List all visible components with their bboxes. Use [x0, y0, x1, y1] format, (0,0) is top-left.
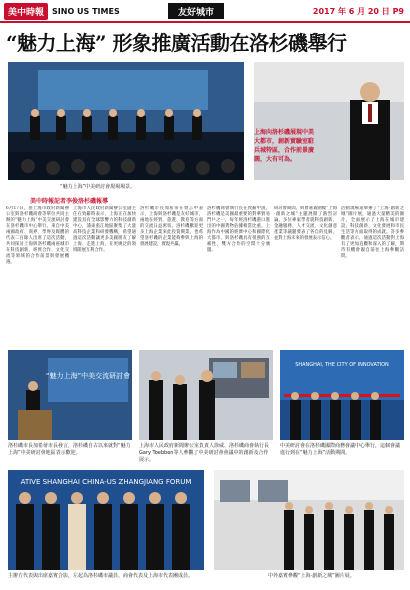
article-column: 洛杉磯市長加希蒂在發言中表示，上海與洛杉磯是友好城市，兩地在經貿、旅遊、教育等方面的交流日益密切。洛杉磯歡迎更多上海企業來此投資興業，也希望洛杉磯的企業能夠參與上海的發展建設，實現共贏。	[140, 206, 203, 247]
masthead-rule	[0, 21, 410, 23]
mid-left-caption: 洛杉磯市長加希蒂市長發言，洛杉磯自古以來就對“魅力上海”中美研討會地區表示歡迎。	[8, 443, 131, 456]
headline: “魅力上海” 形象推廣活動在洛杉磯舉行	[6, 31, 347, 55]
mid-right-photo-ribbon	[280, 350, 404, 440]
newspaper-logo: 美中時報	[4, 3, 48, 20]
top-photo-caption: “魅力上海”中美研討會現場場景。	[60, 184, 136, 190]
article-column: 洛杉磯商會執行長在致辭中說，洛杉磯是美國最重要的對華貿易門戶之一，每年經洛杉磯港口進出的中國貨物佔據相當比重。上海作為中國的經濟中心和國際化大都市，與洛杉磯具有很強的互補性，雙方合作的空間十分廣闊。	[207, 206, 270, 253]
article-column: 6月17日，由上海市政府新聞辦公室與洛杉磯商會等單位共同主辦的“魅力上海”中美交流研討會在洛杉磯市中心舉行。來自中美兩國政府、商界、學界及媒體的代表二百餘人出席了這次活動，共同探討上海與洛杉磯兩座城市在科技創新、經貿合作、文化交流等領域的合作前景與發展機遇。	[6, 206, 69, 265]
article-byline: 美中時報記者李俊洛杉磯報導	[30, 198, 109, 205]
top-photo-panel-discussion	[8, 62, 244, 180]
bottom-right-photo-gallery	[214, 470, 404, 570]
article-column: 研討會期間，與會嘉賓圍繞“上海·創新之城”主題展開了熱烈討論。多位專家學者就科技創新、金融服務、人才交流、文化創意產業等議題發表了各自的見解，並對上海未來的發展表示信心。	[274, 206, 337, 241]
article-column: 上海市人民政府新聞辦公室副主任在致辭時表示，上海正在加快建設具有全球影響力的科技創新中心，浦東張江地區聚集了大量高科技企業和研發機構，希望通過這次活動讓更多美國朋友了解上海、走進上海，在更廣泛的領域開展互利合作。	[73, 206, 136, 253]
pull-quote: 上海向洛杉磯展現中美大都市，創新實驗室駐兵城特區，合作前景廣闊，大有可為。	[254, 129, 315, 163]
article-column: 活動現場還舉辦了“上海·創新之城”圖片展，通過大量精美的圖片，全面展示了上海在城市建設、科技創新、文化發展和市民生活等方面取得的成就。許多參觀者表示，通過這次活動對上海有了更加直觀和深入的了解，期待有機會親自前往上海參觀訪問。	[341, 206, 404, 259]
bottom-right-caption: 中外嘉賓參觀“上海·創新之城”圖片展。	[268, 573, 355, 579]
section-label: 友好城市	[168, 3, 224, 19]
banner-text: “魅力上海”中美交流研討會	[45, 372, 131, 380]
masthead-brand	[4, 3, 120, 19]
newspaper-english-name: SINO US TIMES	[52, 6, 120, 16]
mid-center-caption: 上海市人民政府新聞辦公室負責人徐威、洛杉磯商會執行長Gary Toebben等人參觀了中美研討會會議中的創新及合作展示。	[139, 443, 270, 463]
banner-text-forum: ATIVE SHANGHAI CHINA-US ZHANGJIANG FORUM	[20, 478, 192, 486]
mid-left-photo-podium	[8, 350, 132, 440]
bottom-left-photo-group	[8, 470, 204, 570]
mid-center-photo-exhibition	[139, 350, 273, 440]
date-page: 2017 年 6 月 20 日 P9	[312, 7, 404, 16]
masthead	[0, 0, 410, 22]
mid-right-caption: 中美研討會在洛杉磯國際商務會議中心舉行，這個會議進行到在“魅力上海”活動期間。	[280, 443, 401, 456]
bottom-left-caption: 主辦方代表與出席嘉賓合影，左起為洛杉磯市議員、商會代表及上海市代表團成員。	[8, 573, 194, 579]
banner-text-innovation: SHANGHAI, THE CITY OF INNOVATION	[295, 362, 389, 368]
article-body	[6, 206, 404, 344]
